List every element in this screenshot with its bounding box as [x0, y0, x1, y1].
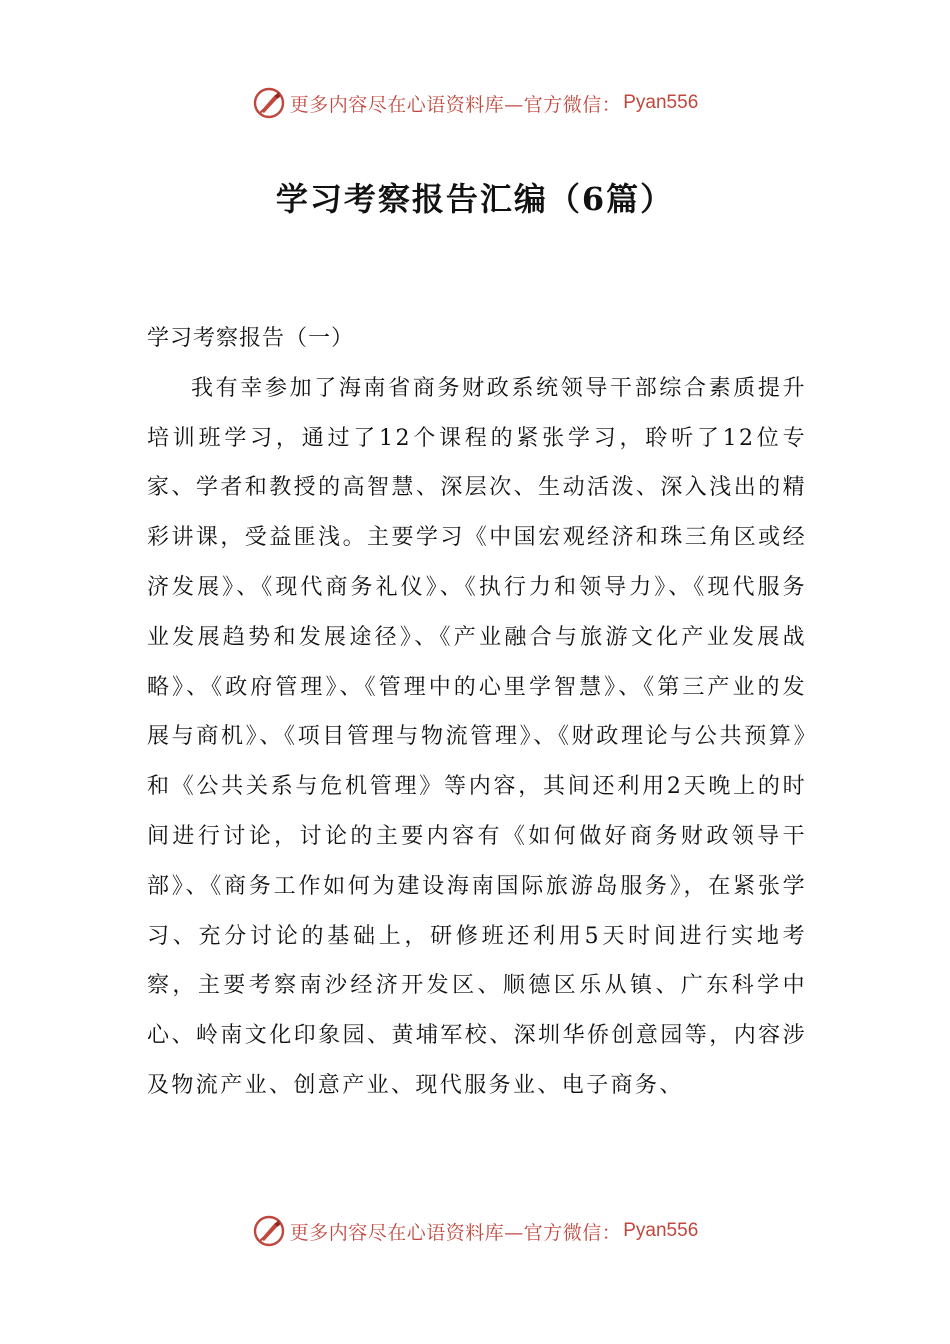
watermark-text: 更多内容尽在心语资料库—官方微信： — [289, 93, 622, 116]
body-paragraph: 我有幸参加了海南省商务财政系统领导干部综合素质提升培训班学习，通过了12个课程的紧张学习，聆听了12位专家、学者和教授的高智慧、深层次、生动活泼、深入浅出的精彩讲课，受益匪浅。主要学习《中国宏观经济和珠三角区或经济发展》、《现代商务礼仪》、《执行力和领导力》、《现代服务业发展趋势和发展途径》、《产业融合与旅游文化产业发展战略》、《政府管理》、《管理中的心里学智慧》、《第三产业的发展与商机》、《项目管理与物流管理》、《财政理论与公共预算》和《公共关系与危机管理》等内容，其间还利用2天晚上的时间进行讨论，讨论的主要内容有《如何做好商务财政领导干部》、《商务工作如何为建设海南国际旅游岛服务》，在紧张学习、充分讨论的基础上，研修班还利用5天时间进行实地考察，主要考察南沙经济开发区、顺德区乐从镇、广东科学中心、岭南文化印象园、黄埔军校、深圳华侨创意园等，内容涉及物流产业、创意产业、现代服务业、电子商务、 — [147, 375, 807, 1098]
watermark-wechat-id: Pyan556 — [623, 1220, 699, 1241]
watermark-text: 更多内容尽在心语资料库—官方微信： — [289, 1221, 622, 1244]
watermark-wechat-id: Pyan556 — [623, 92, 699, 113]
quill-pen-seal-icon — [252, 86, 286, 120]
document-body — [147, 314, 807, 1111]
footer-watermark — [0, 1214, 950, 1248]
section-heading: 学习考察报告（一） — [147, 326, 355, 351]
quill-pen-seal-icon — [252, 1214, 286, 1248]
document-title: 学习考察报告汇编（6篇） — [275, 180, 675, 218]
header-watermark — [0, 86, 950, 120]
